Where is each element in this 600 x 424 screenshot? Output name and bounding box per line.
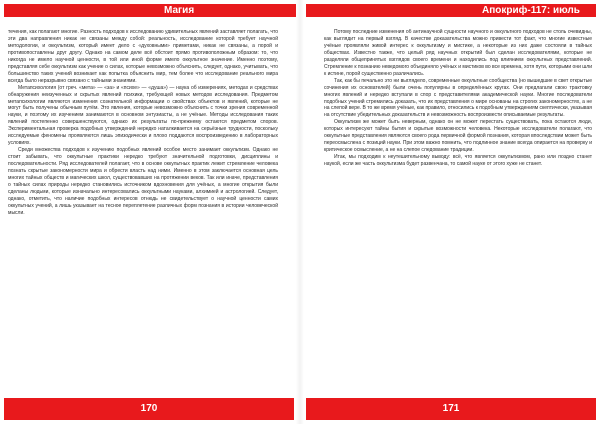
left-page-body [8, 29, 278, 391]
left-header-title: Магия [164, 5, 195, 16]
right-paragraph: Оккультизм же может быть неверным, однако он не может перестать существовать, пока остаются люди, которых интересуют тайны бытия и скрытые возможности человека. Некоторые исследователи полагают, что оккультные представления являются своего рода первичной формой познания, которая впоследствии может быть переосмыслена с позиций науки. При этом важно помнить, что подлинное знание всегда опирается на проверку и критическое осмысление, а не на слепое следование традиции. [324, 119, 592, 154]
right-page-footer [306, 398, 596, 420]
left-paragraph: Среди множества подходов к изучению подобных явлений особое место занимает оккультизм. Однако не стоит забывать, что оккультные практики нередко требуют значительной подготовки, дисциплины и последовательности. Ряд исследователей полагает, что в основе оккультных практик лежит стремление человека познать скрытые закономерности мира и обрести власть над ними. Именно в этом заключается основная цель многих тайных обществ и магических школ, существовавших на протяжении веков. Так или иначе, представления о тайных силах природы нередко становились источником вдохновения для учёных, а многие открытия были сделаны людьми, которые изначально интересовались оккультными науками, алхимией и астрологией. Следует, однако, отметить, что наличие подобных интересов отнюдь не свидетельствует о научной ценности самих оккультных учений, а лишь указывает на тесное переплетение различных форм познания в истории человеческой мысли. [8, 147, 278, 216]
left-page-header [4, 4, 294, 17]
left-paragraph: течения, как полагают многие. Разность подходов к исследованию удивительных явлений заставляет полагать, что эти два направления никак не связаны между собой: реальность, исследование которой требует научной методологии, и оккультизм, который имеет дело с «духовными» приметами, никак не связаны, а порой и противопоставлены друг другу. Однако на самом деле всё обстоит прямо противоположным образом: то, что никогда не имело научной ценности, в той или иной форме имело оккультное значение. Именно поэтому, представляя себе оккультизм как учение о силах, которые невозможно объяснить, следует, однако, учитывать, что большинство таких учений возникает как попытка объяснить мир, тем более что исследование реального мира всегда было неразрывно связано с тайными знаниями. [8, 29, 278, 84]
right-page-header [306, 4, 596, 29]
right-paragraph: Потому последние изменения об антинаучной сущности научного и оккультного подходов не столь очевидны, как выглядит на первый взгляд. В качестве доказательства можно привести тот факт, что многие известные учёные проявляли живой интерес к оккультизму и мистике, а некоторые из них даже состояли в тайных обществах. Известно также, что целый ряд научных открытий был сделан исследователями, которые не разделяли общепринятых взглядов своего времени и находились под влиянием оккультных представлений. Стремление к познанию неведомого объединяло учёных и мистиков во все времена, хотя пути, которыми они шли к истине, порой существенно различались. [324, 29, 592, 77]
left-paragraph: Метапсихология (от греч. «мета» — «за» и «психе» — «душа») — наука об измерениях, методах и средствах обнаружения неизученных и скрытых явлений психики, требующей новых методов исследования. Предметом метапсихологии являются изменения сознательной информации о свойствах объектов и явлений, которые не могут быть получены обычным путём. Это явления, которые невозможно объяснить с точки зрения современной науки, и поэтому их изучением занимаются в основном энтузиасты, а не учёные. Методы исследования таких явлений постепенно совершенствуются, однако их результаты по-прежнему остаются предметом споров. Экспериментальная проверка подобных утверждений нередко наталкивается на серьёзные трудности, поскольку исследуемые феномены проявляются лишь эпизодически и плохо поддаются воспроизведению в лабораторных условиях. [8, 84, 278, 147]
left-page-number: 170 [140, 403, 158, 414]
right-page-body [324, 29, 592, 391]
right-paragraph: Так, как бы печально это ни выглядело, современные оккультные сообщества (но вышедшие в свет открытые сочинения их основателей) были очень популярны в определённых кругах. Они предлагали свою трактовку многих явлений и нередко вступали в спор с представителями академической науки. Многие последователи подобных учений стремились доказать, что их представления о мире основаны на строгих закономерностях, а не на слепой вере. В то же время учёные, как правило, относились к подобным утверждениям скептически, указывая на отсутствие убедительных доказательств и невозможность воспроизвести описываемые результаты. [324, 77, 592, 119]
right-page [300, 0, 600, 424]
right-header-title: Апокриф-117: июль 2017 (@5.3 e.n.) [482, 5, 580, 29]
right-page-number: 171 [442, 403, 460, 414]
right-paragraph: Итак, мы подходим к неутешительному выводу: всё, что является оккультизмом, рано или поздно станет наукой, если же часть оккультизма будет развенчана, то самой науке от этого хуже не станет. [324, 154, 592, 168]
left-page-footer [4, 398, 294, 420]
